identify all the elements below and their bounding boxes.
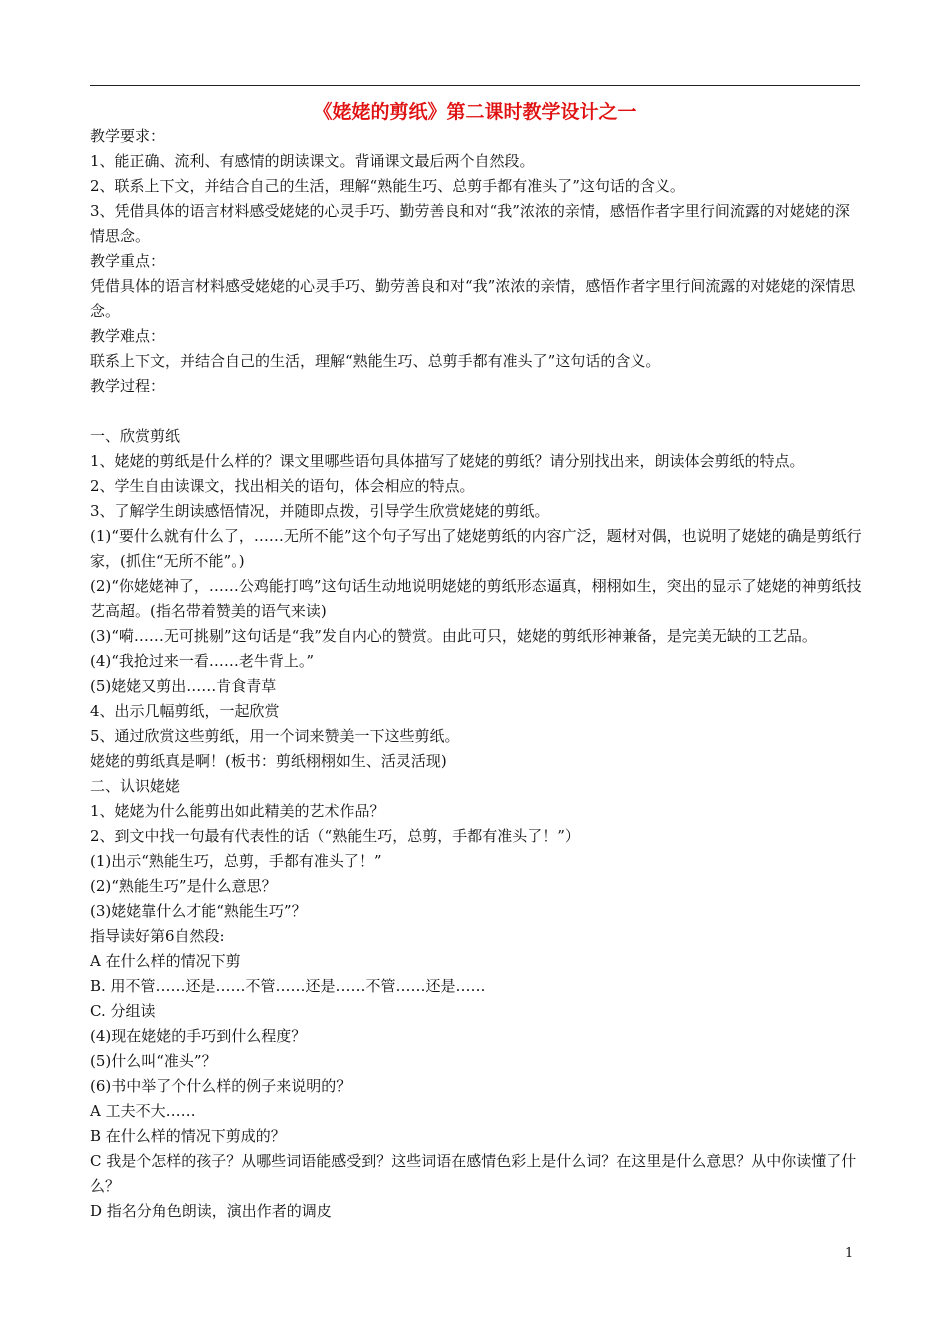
paragraph: (5)姥姥又剪出……肯食青草 (90, 677, 277, 695)
paragraph: 联系上下文，并结合自己的生活，理解“熟能生巧、总剪手都有准头了”这句话的含义。 (90, 352, 661, 370)
paragraph: 3、了解学生朗读感悟情况，并随即点拨，引导学生欣赏姥姥的剪纸。 (90, 502, 550, 520)
paragraph: B 在什么样的情况下剪成的？ (90, 1127, 286, 1145)
header-rule (90, 85, 860, 86)
paragraph: 教学难点： (90, 327, 166, 345)
paragraph: 1、能正确、流利、有感情的朗读课文。背诵课文最后两个自然段。 (90, 152, 535, 170)
paragraph: A 工夫不大…… (90, 1102, 196, 1120)
paragraph: 二、认识姥姥 (90, 777, 181, 795)
paragraph: (2)“熟能生巧”是什么意思？ (90, 877, 277, 895)
paragraph: 一、欣赏剪纸 (90, 427, 181, 445)
paragraph: 2、学生自由读课文，找出相关的语句，体会相应的特点。 (90, 477, 475, 495)
paragraph: (1)“要什么就有什么了，……无所不能”这个句子写出了姥姥剪纸的内容广泛，题材对偶，也说明了姥姥的确是剪纸行家，(抓住“无所不能”。) (90, 527, 862, 570)
paragraph: 4、出示几幅剪纸，一起欣赏 (90, 702, 280, 720)
document-body (90, 124, 880, 1224)
paragraph (90, 399, 880, 424)
paragraph: (3)“嗬……无可挑剔”这句话是“我”发自内心的赞赏。由此可只，姥姥的剪纸形神兼备，是完美无缺的工艺品。 (90, 627, 817, 645)
paragraph: D 指名分角色朗读，演出作者的调皮 (90, 1202, 332, 1220)
paragraph: 指导读好第6自然段: (90, 927, 225, 945)
paragraph: C 我是个怎样的孩子？从哪些词语能感受到？这些词语在感情色彩上是什么词？在这里是什么意思？从中你读懂了什么？ (90, 1152, 857, 1195)
paragraph: 2、联系上下文，并结合自己的生活，理解“熟能生巧、总剪手都有准头了”这句话的含义。 (90, 177, 685, 195)
paragraph: (1)出示“熟能生巧，总剪，手都有准头了！” (90, 852, 382, 870)
document-title: 《姥姥的剪纸》第二课时教学设计之一 (313, 101, 637, 123)
paragraph: 5、通过欣赏这些剪纸，用一个词来赞美一下这些剪纸。 (90, 727, 460, 745)
paragraph: (6)书中举了个什么样的例子来说明的？ (90, 1077, 352, 1095)
paragraph: (3)姥姥靠什么才能“熟能生巧”？ (90, 902, 307, 920)
paragraph: (5)什么叫“准头”？ (90, 1052, 217, 1070)
paragraph: 1、姥姥为什么能剪出如此精美的艺术作品？ (90, 802, 385, 820)
paragraph: 2、到文中找一句最有代表性的话（“熟能生巧，总剪，手都有准头了！”） (90, 827, 580, 845)
paragraph: (4)“我抢过来一看……老牛背上。” (90, 652, 315, 670)
paragraph: 教学重点： (90, 252, 166, 270)
paragraph: (4)现在姥姥的手巧到什么程度？ (90, 1027, 307, 1045)
paragraph: 教学要求： (90, 127, 166, 145)
paragraph: 1、姥姥的剪纸是什么样的？课文里哪些语句具体描写了姥姥的剪纸？请分别找出来，朗读体会剪纸的特点。 (90, 452, 805, 470)
page-number: 1 (845, 1246, 854, 1261)
paragraph: 3、凭借具体的语言材料感受姥姥的心灵手巧、勤劳善良和对“我”浓浓的亲情，感悟作者字里行间流露的对姥姥的深情思念。 (90, 202, 850, 245)
paragraph: (2)“你姥姥神了，……公鸡能打鸣”这句话生动地说明姥姥的剪纸形态逼真，栩栩如生，突出的显示了姥姥的神剪纸技艺高超。(指名带着赞美的语气来读) (90, 577, 862, 620)
paragraph: 教学过程： (90, 377, 166, 395)
paragraph: 凭借具体的语言材料感受姥姥的心灵手巧、勤劳善良和对“我”浓浓的亲情，感悟作者字里行间流露的对姥姥的深情思念。 (90, 277, 856, 320)
paragraph: 姥姥的剪纸真是啊！(板书：剪纸栩栩如生、活灵活现) (90, 752, 447, 770)
paragraph: A 在什么样的情况下剪 (90, 952, 241, 970)
paragraph: B. 用不管……还是……不管……还是……不管……还是…… (90, 977, 486, 995)
paragraph: C. 分组读 (90, 1002, 156, 1020)
